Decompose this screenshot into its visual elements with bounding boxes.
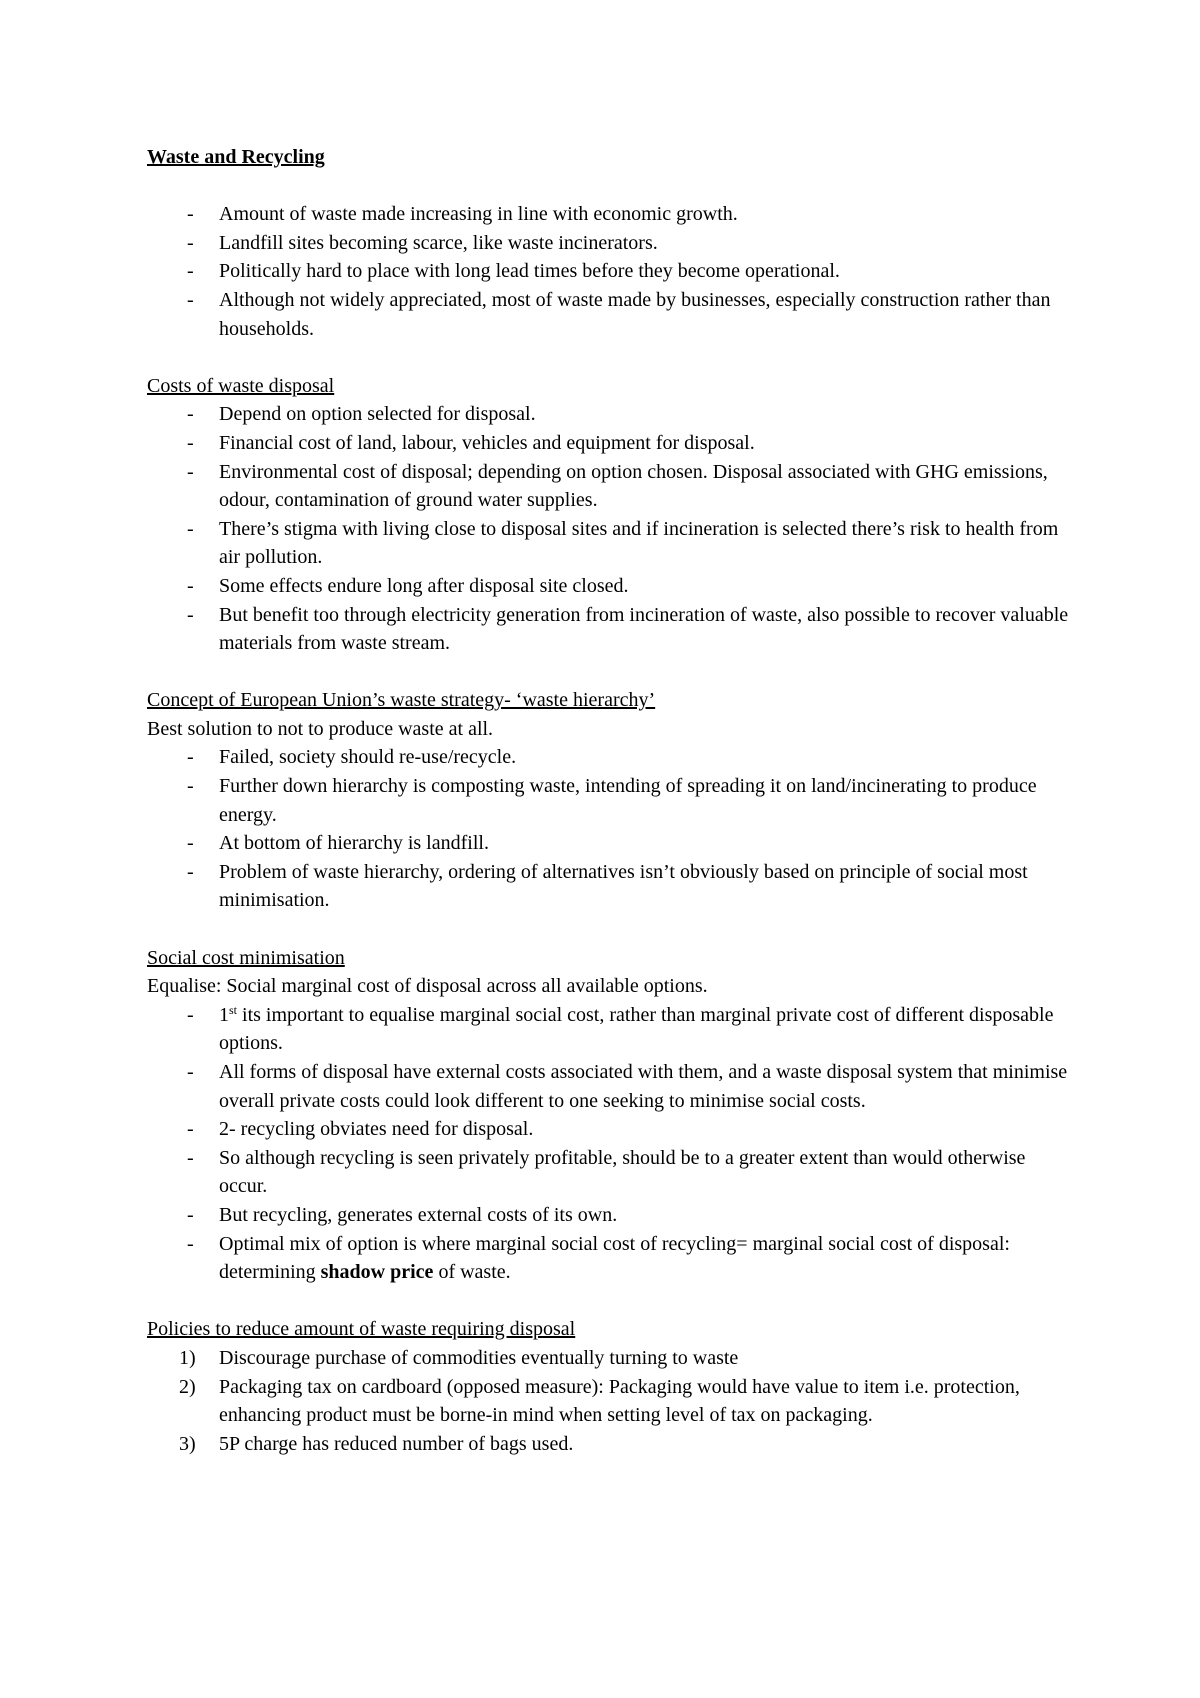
list-item-text: Problem of waste hierarchy, ordering of alternatives isn’t obviously based on principle of social most minimisation.: [219, 860, 1028, 912]
dash-marker: -: [187, 1061, 194, 1083]
list-item: [147, 1344, 1077, 1373]
number-marker: 1): [179, 1346, 196, 1369]
dash-marker: -: [187, 775, 194, 798]
list-item: [147, 1373, 1077, 1430]
list-item: [147, 1144, 1077, 1201]
document-body: [147, 143, 1077, 1458]
list-item-text: Although not widely appreciated, most of waste made by businesses, especially construction rather than households.: [219, 288, 1051, 340]
list-item-text: So although recycling is seen privately profitable, should be to a greater extent than would otherwise occur.: [219, 1146, 1026, 1198]
list-item-text: its important to equalise marginal social cost, rather than marginal private cost of different disposable options.: [219, 1003, 1054, 1055]
policies-list: [147, 1344, 1077, 1458]
bold-term: shadow price: [320, 1261, 434, 1284]
social-list: [147, 1001, 1077, 1287]
dash-marker: -: [187, 403, 194, 426]
section-lead-eu: Best solution to not to produce waste at all.: [147, 717, 494, 740]
list-item-text: Politically hard to place with long lead times before they become operational.: [219, 260, 840, 283]
spacer: [147, 343, 1077, 372]
list-item: [147, 200, 1077, 229]
list-item: [147, 286, 1077, 343]
dash-marker: -: [187, 574, 194, 597]
list-item: [147, 429, 1077, 458]
list-item: [147, 1230, 1077, 1287]
list-item: [147, 1001, 1077, 1058]
number-marker: 2): [179, 1375, 196, 1398]
dash-marker: -: [187, 460, 194, 483]
list-item: [147, 515, 1077, 572]
list-item: [147, 829, 1077, 858]
dash-marker: -: [187, 1146, 194, 1169]
number-marker: 3): [179, 1432, 196, 1455]
list-item: [147, 229, 1077, 258]
list-item-text: Further down hierarchy is composting waste, intending of spreading it on land/incinerating to produce energy.: [219, 775, 1037, 826]
list-item-text: Landfill sites becoming scarce, like waste incinerators.: [219, 231, 658, 254]
list-item-text: Environmental cost of disposal; depending on option chosen. Disposal associated with GHG emissions, odour, contamination of ground water supplies.: [219, 460, 1048, 512]
list-item: [147, 743, 1077, 772]
list-item-text: At bottom of hierarchy is landfill.: [219, 832, 489, 855]
dash-marker: -: [187, 1118, 194, 1141]
list-item-text: Financial cost of land, labour, vehicles and equipment for disposal.: [219, 431, 755, 454]
list-item: [147, 400, 1077, 429]
list-item: [147, 572, 1077, 601]
dash-marker: -: [187, 1203, 194, 1226]
section-heading-eu: Concept of European Union’s waste strategy- ‘waste hierarchy’: [147, 689, 656, 712]
dash-marker: -: [187, 1232, 194, 1255]
list-item: [147, 858, 1077, 915]
dash-marker: -: [187, 517, 194, 540]
list-item-text: All forms of disposal have external costs associated with them, and a waste disposal system that minimise overall private costs could look different to one seeking to minimise social costs.: [219, 1061, 1068, 1112]
dash-marker: -: [187, 203, 194, 226]
dash-marker: -: [187, 260, 194, 283]
list-item-text: But recycling, generates external costs of its own.: [219, 1203, 618, 1226]
list-item-text: of waste.: [433, 1261, 511, 1284]
dash-marker: -: [187, 288, 194, 311]
page-title: Waste and Recycling: [147, 146, 325, 168]
list-item-number: 1: [219, 1003, 229, 1026]
dash-marker: -: [187, 431, 194, 454]
spacer: [147, 915, 1077, 944]
list-item-text: But benefit too through electricity generation from incineration of waste, also possible to recover valuable materials from waste stream.: [219, 603, 1069, 655]
section-heading-policies: Policies to reduce amount of waste requiring disposal: [147, 1318, 576, 1341]
list-item-text: Packaging tax on cardboard (opposed measure): Packaging would have value to item i.e. protection, enhancing product must be borne-in mind when setting level of tax on packaging.: [219, 1375, 1020, 1427]
list-item-text: 5P charge has reduced number of bags used.: [219, 1432, 574, 1455]
list-item: [147, 1058, 1077, 1115]
ordinal-suffix: st: [229, 1002, 238, 1017]
list-item: [147, 257, 1077, 286]
list-item-text: There’s stigma with living close to disposal sites and if incineration is selected there’s risk to health from air pollution.: [219, 517, 1059, 569]
list-item-text: Failed, society should re-use/recycle.: [219, 746, 517, 769]
eu-list: [147, 743, 1077, 915]
costs-list: [147, 400, 1077, 657]
dash-marker: -: [187, 860, 194, 883]
list-item: [147, 1115, 1077, 1144]
list-item: [147, 601, 1077, 658]
section-heading-costs: Costs of waste disposal: [147, 374, 335, 397]
list-item: [147, 772, 1077, 829]
list-item-text: Depend on option selected for disposal.: [219, 403, 536, 426]
section-lead-social: Equalise: Social marginal cost of disposal across all available options.: [147, 975, 708, 998]
list-item-text: Discourage purchase of commodities eventually turning to waste: [219, 1346, 739, 1369]
list-item-text: Amount of waste made increasing in line with economic growth.: [219, 203, 738, 226]
list-item: [147, 1430, 1077, 1459]
list-item-text: Some effects endure long after disposal site closed.: [219, 574, 629, 597]
list-item: [147, 458, 1077, 515]
dash-marker: -: [187, 231, 194, 254]
dash-marker: -: [187, 832, 194, 855]
list-item: [147, 1201, 1077, 1230]
list-item-text: 2- recycling obviates need for disposal.: [219, 1118, 534, 1141]
list-item-text: Optimal mix of option is where marginal social cost of recycling= marginal social cost of disposal: determining: [219, 1232, 1010, 1284]
spacer: [147, 1287, 1077, 1316]
dash-marker: -: [187, 1003, 194, 1026]
dash-marker: -: [187, 746, 194, 769]
spacer: [147, 172, 1077, 201]
section-heading-social: Social cost minimisation: [147, 946, 345, 969]
dash-marker: -: [187, 603, 194, 626]
spacer: [147, 658, 1077, 687]
intro-list: [147, 200, 1077, 343]
